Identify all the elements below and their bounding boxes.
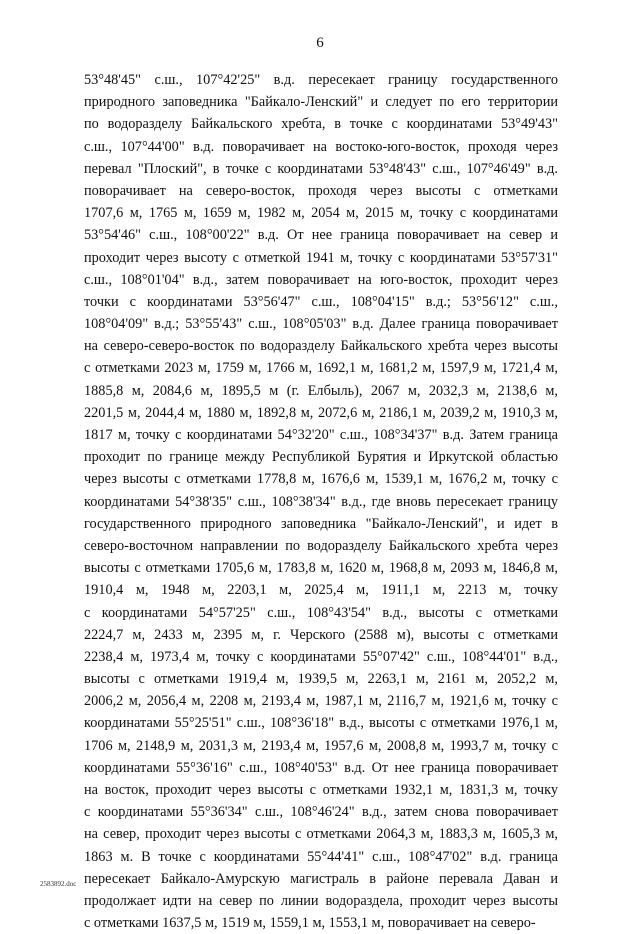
body-text (84, 69, 558, 934)
text-line: государственного природного заповедника "Байкало-Ленский", и идет в (84, 515, 558, 532)
text-line: природного заповедника "Байкало-Ленский" и следует по его территории (84, 94, 558, 111)
text-line: с отметками 1637,5 м, 1519 м, 1559,1 м, 1553,1 м, поворачивает на северо- (84, 915, 536, 932)
text-line: 2006,2 м, 2056,4 м, 2208 м, 2193,4 м, 1987,1 м, 2116,7 м, 1921,6 м, точку с (84, 693, 558, 710)
text-line: проходит через высоту с отметкой 1941 м, точку с координатами 53°57'31" (84, 249, 558, 266)
text-line: 1910,4 м, 1948 м, 2203,1 м, 2025,4 м, 1911,1 м, 2213 м, точку (84, 582, 558, 599)
text-line: перевал "Плоский", в точке с координатами 53°48'43" с.ш., 107°46'49" в.д. (84, 160, 558, 177)
text-line: по водоразделу Байкальского хребта, в точке с координатами 53°49'43" (84, 116, 558, 133)
text-line: на восток, проходит через высоты с отметками 1932,1 м, 1831,3 м, точку (84, 782, 558, 798)
text-line: координатами 54°38'35" с.ш., 108°38'34" в.д., где вновь пересекает границу (84, 493, 558, 510)
text-line: координатами 55°36'16" с.ш., 108°40'53" в.д. От нее граница поворачивает (84, 759, 558, 776)
text-line: с.ш., 107°44'00" в.д. поворачивает на востоко-юго-восток, проходя через (84, 138, 558, 155)
text-line: через высоты с отметками 1778,8 м, 1676,6 м, 1539,1 м, 1676,2 м, точку с (84, 471, 558, 488)
text-line: северо-восточном направлении по водоразделу Байкальского хребта через (84, 537, 558, 554)
text-line: высоты с отметками 1705,6 м, 1783,8 м, 1620 м, 1968,8 м, 2093 м, 1846,8 м, (84, 560, 558, 577)
text-line: 1707,6 м, 1765 м, 1659 м, 1982 м, 2054 м, 2015 м, точку с координатами (84, 205, 558, 222)
text-line: координатами 55°25'51" с.ш., 108°36'18" в.д., высоты с отметками 1976,1 м, (84, 715, 558, 732)
text-line: пересекает Байкало-Амурскую магистраль в районе перевала Даван и (84, 870, 558, 887)
text-line: 1885,8 м, 2084,6 м, 1895,5 м (г. Елбыль), 2067 м, 2032,3 м, 2138,6 м, (84, 382, 558, 399)
text-line: на север, проходит через высоты с отметками 2064,3 м, 1883,3 м, 1605,3 м, (84, 826, 558, 843)
text-line: 1706 м, 2148,9 м, 2031,3 м, 2193,4 м, 1957,6 м, 2008,8 м, 1993,7 м, точку с (84, 737, 558, 754)
text-line: с координатами 54°57'25" с.ш., 108°43'54" в.д., высоты с отметками (84, 604, 558, 621)
text-line: поворачивает на северо-восток, проходя через высоты с отметками (84, 182, 558, 199)
text-line: высоты с отметками 1919,4 м, 1939,5 м, 2263,1 м, 2161 м, 2052,2 м, (84, 671, 558, 688)
text-line: продолжает идти на север по линии водораздела, проходит через высоты (84, 892, 558, 909)
text-line: 2238,4 м, 1973,4 м, точку с координатами 55°07'42" с.ш., 108°44'01" в.д., (84, 648, 558, 665)
text-line: с отметками 2023 м, 1759 м, 1766 м, 1692,1 м, 1681,2 м, 1597,9 м, 1721,4 м, (84, 360, 558, 377)
text-line: проходит по границе между Республикой Бурятия и Иркутской областью (84, 449, 558, 466)
text-line: 2201,5 м, 2044,4 м, 1880 м, 1892,8 м, 2072,6 м, 2186,1 м, 2039,2 м, 1910,3 м, (84, 404, 558, 421)
text-line: 108°04'09" в.д.; 53°55'43" с.ш., 108°05'03" в.д. Далее граница поворачивает (84, 316, 558, 333)
text-line: точки с координатами 53°56'47" с.ш., 108°04'15" в.д.; 53°56'12" с.ш., (84, 293, 558, 310)
text-line: 53°54'46" с.ш., 108°00'22" в.д. От нее граница поворачивает на север и (84, 227, 558, 244)
text-line: 53°48'45" с.ш., 107°42'25" в.д. пересекает границу государственного (84, 72, 558, 88)
text-line: 2224,7 м, 2433 м, 2395 м, г. Черского (2588 м), высоты с отметками (84, 626, 558, 643)
page-number: 6 (316, 35, 324, 51)
text-line: 1863 м. В точке с координатами 55°44'41" с.ш., 108°47'02" в.д. граница (84, 848, 558, 865)
text-line: с.ш., 108°01'04" в.д., затем поворачивает на юго-восток, проходит через (84, 271, 558, 288)
file-name-footer: 2583892.doc (40, 880, 77, 888)
text-line: с координатами 55°36'34" с.ш., 108°46'24" в.д., затем снова поворачивает (84, 804, 558, 821)
text-line: на северо-северо-восток по водоразделу Байкальского хребта через высоты (84, 338, 558, 355)
text-line: 1817 м, точку с координатами 54°32'20" с.ш., 108°34'37" в.д. Затем граница (84, 427, 558, 443)
